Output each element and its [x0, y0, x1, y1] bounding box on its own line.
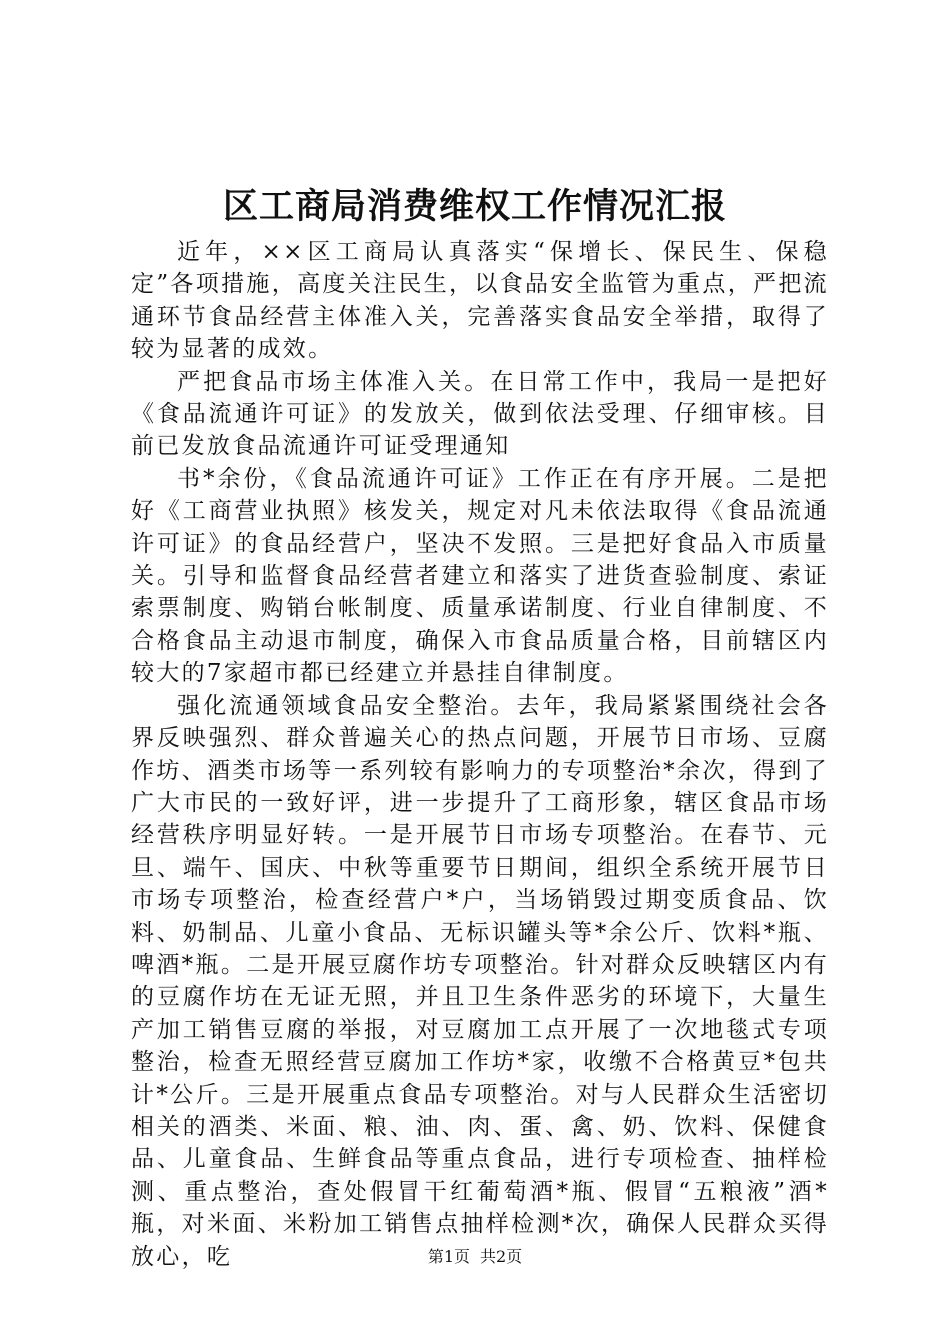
paragraph-license-continued: 书*余份，《食品流通许可证》工作正在有序开展。二是把好《工商营业执照》核发关，规定对凡未依法取得《食品流通许可证》的食品经营户，坚决不发照。三是把好食品入市质量关。引导和监督食品经营者建立和落实了进货查验制度、索证索票制度、购销台帐制度、质量承诺制度、行业自律制度、不合格食品主动退市制度，确保入市食品质量合格，目前辖区内较大的7家超市都已经建立并悬挂自律制度。	[131, 465, 829, 687]
page-number-current: 第1页	[427, 1247, 470, 1266]
document-body	[131, 236, 829, 1273]
page-footer	[0, 1247, 950, 1267]
document-title: 区工商局消费维权工作情况汇报	[222, 186, 727, 227]
paragraph-safety-rectification: 强化流通领域食品安全整治。去年，我局紧紧围绕社会各界反映强烈、群众普遍关心的热点问题，开展节日市场、豆腐作坊、酒类市场等一系列较有影响力的专项整治*余次，得到了广大市民的一致好评，进一步提升了工商形象，辖区食品市场经营秩序明显好转。一是开展节日市场专项整治。在春节、元旦、端午、国庆、中秋等重要节日期间，组织全系统开展节日市场专项整治，检查经营户*户，当场销毁过期变质食品、饮料、奶制品、儿童小食品、无标识罐头等*余公斤、饮料*瓶、啤酒*瓶。二是开展豆腐作坊专项整治。针对群众反映辖区内有的豆腐作坊在无证无照，并且卫生条件恶劣的环境下，大量生产加工销售豆腐的举报，对豆腐加工点开展了一次地毯式专项整治，检查无照经营豆腐加工作坊*家，收缴不合格黄豆*包共计*公斤。三是开展重点食品专项整治。对与人民群众生活密切相关的酒类、米面、粮、油、肉、蛋、禽、奶、饮料、保健食品、儿童食品、生鲜食品等重点食品，进行专项检查、抽样检测、重点整治，查处假冒干红葡萄酒*瓶、假冒“五粮液”酒*瓶，对米面、米粉加工销售点抽样检测*次，确保人民群众买得放心，吃	[131, 692, 829, 1270]
paragraph-intro: 近年，××区工商局认真落实“保增长、保民生、保稳定”各项措施，高度关注民生，以食品安全监管为重点，严把流通环节食品经营主体准入关，完善落实食品安全举措，取得了较为显著的成效。	[131, 239, 829, 363]
paragraph-market-entry: 严把食品市场主体准入关。在日常工作中，我局一是把好《食品流通许可证》的发放关，做到依法受理、仔细审核。目前已发放食品流通许可证受理通知	[131, 368, 829, 460]
page-number-total: 共2页	[480, 1247, 523, 1266]
